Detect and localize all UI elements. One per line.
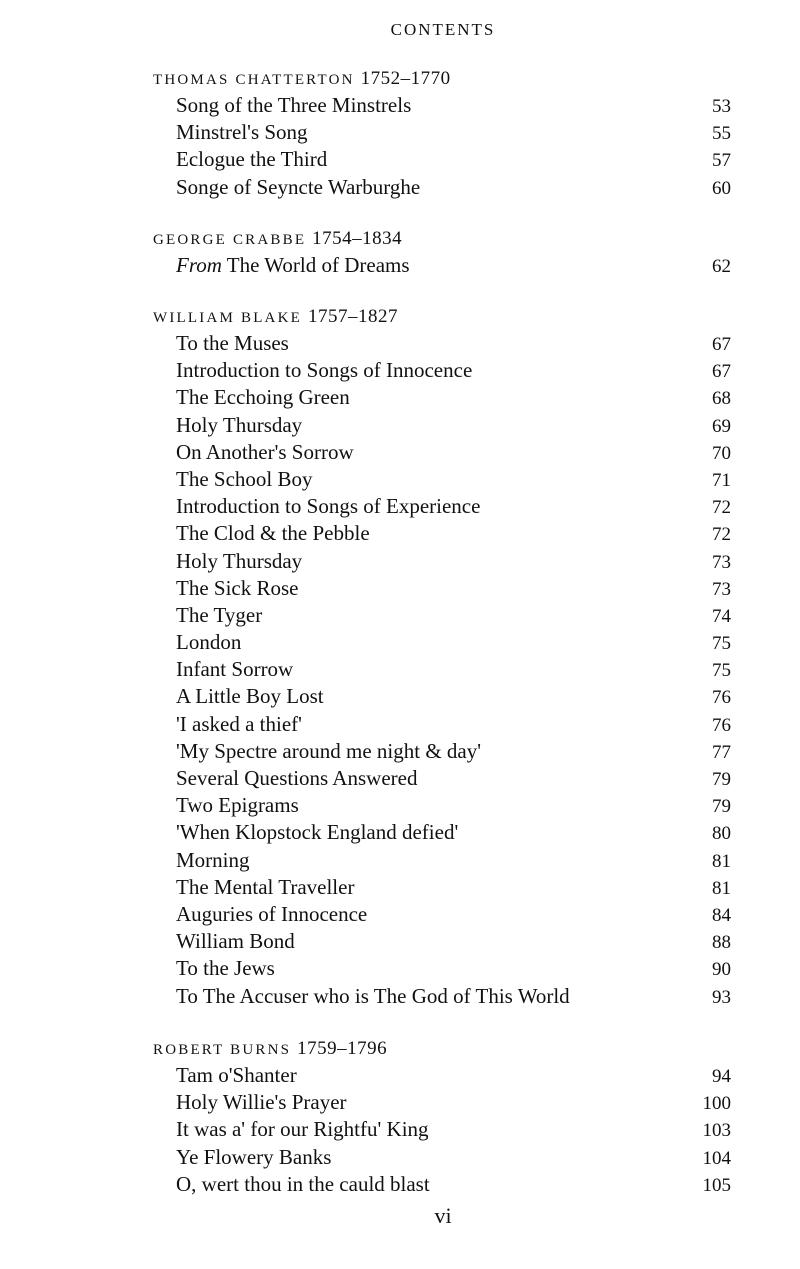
- entry-title: The Mental Traveller: [176, 874, 355, 899]
- toc-entry: [153, 928, 731, 955]
- toc-entry: [153, 1062, 731, 1089]
- entry-page: 70: [712, 442, 731, 464]
- entry-page: 77: [712, 741, 731, 763]
- entry-title: Tam o'Shanter: [176, 1063, 297, 1087]
- entry-title: The Sick Rose: [176, 575, 299, 600]
- entry-title: Several Questions Answered: [176, 766, 418, 790]
- entry-title: The Clod & the Pebble: [176, 521, 370, 546]
- entry-page: 103: [702, 1120, 731, 1142]
- toc-entry: [153, 575, 731, 602]
- author-name: THOMAS CHATTERTON: [153, 72, 355, 88]
- toc-entry: [153, 819, 731, 846]
- toc-entry: [153, 847, 731, 874]
- toc-entry: [153, 119, 731, 146]
- entry-page: 90: [712, 959, 731, 981]
- entry-title: William Bond: [176, 929, 295, 954]
- toc-entry: [153, 1171, 731, 1198]
- toc-entry: [153, 1144, 731, 1171]
- entry-page: 93: [712, 986, 731, 1008]
- toc-entry: [153, 330, 731, 357]
- toc-entry: [153, 439, 731, 466]
- entry-page: 81: [712, 877, 731, 899]
- entry-prefix: From: [176, 253, 222, 277]
- page-heading: CONTENTS: [390, 20, 496, 39]
- author-heading: [153, 1036, 731, 1062]
- entry-title: Song of the Three Minstrels: [176, 93, 412, 117]
- section-thomas-chatterton: [153, 66, 731, 201]
- entry-title: Songe of Seyncte Warburghe: [176, 174, 421, 199]
- entry-page: 60: [712, 177, 731, 199]
- author-name: ROBERT BURNS: [153, 1042, 292, 1058]
- entry-page: 62: [712, 256, 731, 277]
- author-dates: 1759–1796: [297, 1038, 388, 1059]
- author-dates: 1754–1834: [312, 228, 403, 249]
- toc-entry: [153, 656, 731, 683]
- entry-page: 69: [712, 415, 731, 437]
- toc-entry: [153, 493, 731, 520]
- entry-page: 71: [712, 469, 731, 491]
- toc-entry: [153, 983, 731, 1010]
- entry-page: 53: [712, 96, 731, 117]
- entry-page: 57: [712, 150, 731, 172]
- entry-title: The School Boy: [176, 466, 313, 491]
- entry-title: To the Jews: [176, 956, 275, 981]
- section-george-crabbe: [153, 226, 731, 279]
- entry-title: 'My Spectre around me night & day': [176, 738, 482, 763]
- author-name: WILLIAM BLAKE: [153, 310, 302, 326]
- entry-title: Holy Thursday: [176, 412, 303, 437]
- entry-page: 68: [712, 388, 731, 410]
- author-heading: [153, 66, 731, 92]
- entry-page: 100: [702, 1093, 731, 1115]
- entry-page: 88: [712, 932, 731, 954]
- entry-title: Holy Thursday: [176, 548, 303, 573]
- entry-title: Introduction to Songs of Innocence: [176, 358, 473, 383]
- section-william-blake: [153, 304, 731, 1010]
- toc-entry: [153, 146, 731, 173]
- toc-entry: [153, 1089, 731, 1116]
- toc-entry: [153, 738, 731, 765]
- page-folio: vi: [434, 1203, 452, 1228]
- entry-title: 'I asked a thief': [176, 711, 302, 736]
- author-heading: [153, 304, 731, 330]
- entry-page: 73: [712, 551, 731, 573]
- entry-title: [176, 252, 410, 279]
- toc-entry: [153, 901, 731, 928]
- entry-title: Auguries of Innocence: [176, 901, 368, 926]
- toc-entry: [153, 955, 731, 982]
- toc-entry: [153, 765, 731, 792]
- entry-page: 75: [712, 633, 731, 655]
- entry-title: Holy Willie's Prayer: [176, 1090, 347, 1115]
- entry-page: 105: [702, 1174, 731, 1196]
- entry-page: 72: [712, 524, 731, 546]
- entry-title: 'When Klopstock England defied': [176, 820, 459, 845]
- toc-entry: [153, 629, 731, 656]
- entry-title: Ye Flowery Banks: [176, 1144, 332, 1169]
- entry-title: Infant Sorrow: [176, 657, 294, 682]
- toc-entry: [153, 92, 731, 119]
- toc-entry: [153, 874, 731, 901]
- entry-page: 74: [712, 605, 731, 627]
- entry-title: London: [176, 630, 242, 655]
- entry-title: The Tyger: [176, 602, 263, 627]
- author-dates: 1752–1770: [360, 68, 451, 89]
- entry-title: To the Muses: [176, 331, 289, 355]
- toc-entry: [153, 412, 731, 439]
- entry-title: Minstrel's Song: [176, 120, 308, 145]
- author-dates: 1757–1827: [307, 306, 398, 327]
- entry-page: 76: [712, 687, 731, 709]
- entry-page: 79: [712, 796, 731, 818]
- author-heading: [153, 226, 731, 252]
- entry-page: 72: [712, 497, 731, 519]
- toc-entry: [153, 466, 731, 493]
- entry-page: 94: [712, 1066, 731, 1087]
- toc-entry: [153, 174, 731, 201]
- entry-page: 75: [712, 660, 731, 682]
- section-robert-burns: [153, 1036, 731, 1198]
- entry-page: 80: [712, 823, 731, 845]
- toc-entry: [153, 252, 731, 279]
- entry-page: 79: [712, 769, 731, 790]
- toc-entry: [153, 683, 731, 710]
- toc-entry: [153, 357, 731, 384]
- entry-page: 76: [712, 714, 731, 736]
- toc-entry: [153, 520, 731, 547]
- toc-entry: [153, 711, 731, 738]
- toc-entry: [153, 548, 731, 575]
- entry-title: It was a' for our Rightfu' King: [176, 1117, 429, 1142]
- toc-entry: [153, 384, 731, 411]
- entry-title: O, wert thou in the cauld blast: [176, 1171, 430, 1196]
- toc-entry: [153, 792, 731, 819]
- entry-page: 81: [712, 850, 731, 872]
- toc-entry: [153, 1116, 731, 1143]
- entry-title: A Little Boy Lost: [176, 684, 324, 709]
- entry-title: Morning: [176, 847, 250, 872]
- toc-entry: [153, 602, 731, 629]
- entry-title: To The Accuser who is The God of This World: [176, 983, 570, 1008]
- entry-title: On Another's Sorrow: [176, 439, 354, 464]
- entry-page: 84: [712, 904, 731, 926]
- entry-title: Introduction to Songs of Experience: [176, 494, 481, 519]
- entry-title-text: The World of Dreams: [221, 253, 410, 277]
- entry-title: The Ecchoing Green: [176, 385, 350, 410]
- entry-title: Two Epigrams: [176, 793, 299, 818]
- author-name: GEORGE CRABBE: [153, 232, 307, 248]
- entry-page: 104: [702, 1147, 731, 1169]
- entry-page: 73: [712, 578, 731, 600]
- entry-page: 67: [712, 361, 731, 383]
- entry-page: 55: [712, 123, 731, 145]
- entry-title: Eclogue the Third: [176, 147, 328, 172]
- entry-page: 67: [712, 334, 731, 355]
